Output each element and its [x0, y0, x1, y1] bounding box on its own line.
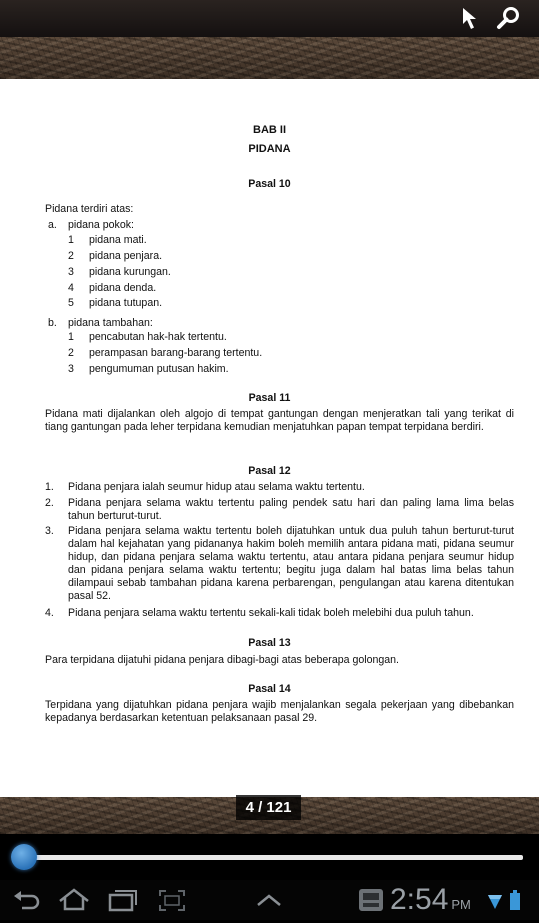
status-clock: [390, 882, 471, 923]
battery-icon: [508, 886, 522, 914]
item-number: 4.: [45, 607, 54, 619]
back-icon[interactable]: [10, 886, 42, 914]
pasal-14-heading: Pasal 14: [248, 683, 291, 695]
system-navbar: [0, 880, 539, 920]
chapter-title: PIDANA: [248, 143, 291, 155]
item-number: 1: [68, 331, 74, 343]
notification-icon[interactable]: [355, 886, 387, 914]
clock-time: 2:54: [390, 883, 449, 916]
item-number: 3: [68, 266, 74, 278]
item-number: 5: [68, 297, 74, 309]
page-slider[interactable]: [0, 834, 539, 880]
item-number: 1: [68, 234, 74, 246]
item-number: 2: [68, 347, 74, 359]
item-number: 2.: [45, 497, 54, 509]
item-text: pidana mati.: [89, 234, 147, 246]
pasal-11-heading: Pasal 11: [248, 392, 291, 404]
list-text: pidana tambahan:: [68, 317, 153, 329]
item-text: pengumuman putusan hakim.: [89, 363, 229, 375]
document-page[interactable]: [0, 79, 539, 797]
top-toolbar: [0, 0, 539, 37]
wood-background-top: [0, 37, 539, 79]
item-number: 3.: [45, 525, 54, 537]
item-number: 3: [68, 363, 74, 375]
item-text: pidana kurungan.: [89, 266, 171, 278]
pasal-10-heading: Pasal 10: [248, 178, 291, 190]
item-text: Pidana penjara selama waktu tertentu sekali-kali tidak boleh melebihi dua puluh tahun.: [68, 607, 474, 619]
item-text: pidana tutupan.: [89, 297, 163, 309]
list-label: a.: [48, 219, 57, 231]
item-text: Pidana penjara ialah seumur hidup atau selama waktu tertentu.: [68, 481, 365, 493]
item-number: 1.: [45, 481, 54, 493]
cursor-icon[interactable]: [457, 4, 487, 32]
item-text: perampasan barang-barang tertentu.: [89, 347, 263, 359]
pasal-13-text: Para terpidana dijatuhi pidana penjara dibagi-bagi atas beberapa golongan.: [45, 654, 399, 666]
item-text: pidana denda.: [89, 282, 157, 294]
slider-track[interactable]: [18, 855, 523, 860]
list-label: b.: [48, 317, 57, 329]
pasal-14-text: Terpidana yang dijatuhkan pidana penjara wajib menjalankan segala pekerjaan yang dibebankan kepadanya berdasarkan ketentuan pelaksanaan pasal 29.: [45, 699, 514, 724]
item-number: 2: [68, 250, 74, 262]
search-icon[interactable]: [494, 4, 524, 32]
pasal-11-text: Pidana mati dijalankan oleh algojo di tempat gantungan dengan menjeratkan tali yang terikat di tiang gantungan pada leher terpidana kemudian menjatuhkan papan tempat terpidana berdiri.: [45, 408, 514, 433]
item-text: Pidana penjara selama waktu tertentu boleh dijatuhkan untuk dua puluh tahun berturut-turut dalam hal kejahatan yang pidananya hakim boleh memilih antara pidana mati, pidana seumur hidup, dan pidana penjara selama waktu tertentu, atau antara pidana penjara seumur hidup dan pidana penjara selama waktu tertentu; begitu juga dalam hal batas lima belas tahun dilampaui sebab tambahan pidana karena perbarengan, pengulangan atau karena ditentukan pasal 52.: [68, 525, 514, 602]
item-text: pencabutan hak-hak tertentu.: [89, 331, 227, 343]
home-icon[interactable]: [56, 886, 92, 914]
page-indicator: 4 / 121: [236, 795, 301, 820]
slider-thumb[interactable]: [11, 844, 37, 870]
screenshot-icon[interactable]: [156, 886, 188, 914]
clock-ampm: PM: [451, 897, 471, 912]
item-text: Pidana penjara selama waktu tertentu paling pendek satu hari dan paling lama lima belas tahun berturut-turut.: [68, 497, 514, 522]
chevron-up-icon[interactable]: [252, 886, 286, 914]
pasal-12-heading: Pasal 12: [248, 465, 291, 477]
item-text: pidana penjara.: [89, 250, 163, 262]
item-number: 4: [68, 282, 74, 294]
pasal-13-heading: Pasal 13: [248, 637, 291, 649]
chapter-number: BAB II: [253, 124, 286, 136]
recent-apps-icon[interactable]: [106, 886, 140, 914]
list-text: pidana pokok:: [68, 219, 134, 231]
pasal-10-intro: Pidana terdiri atas:: [45, 203, 134, 215]
wifi-icon: [486, 886, 504, 914]
